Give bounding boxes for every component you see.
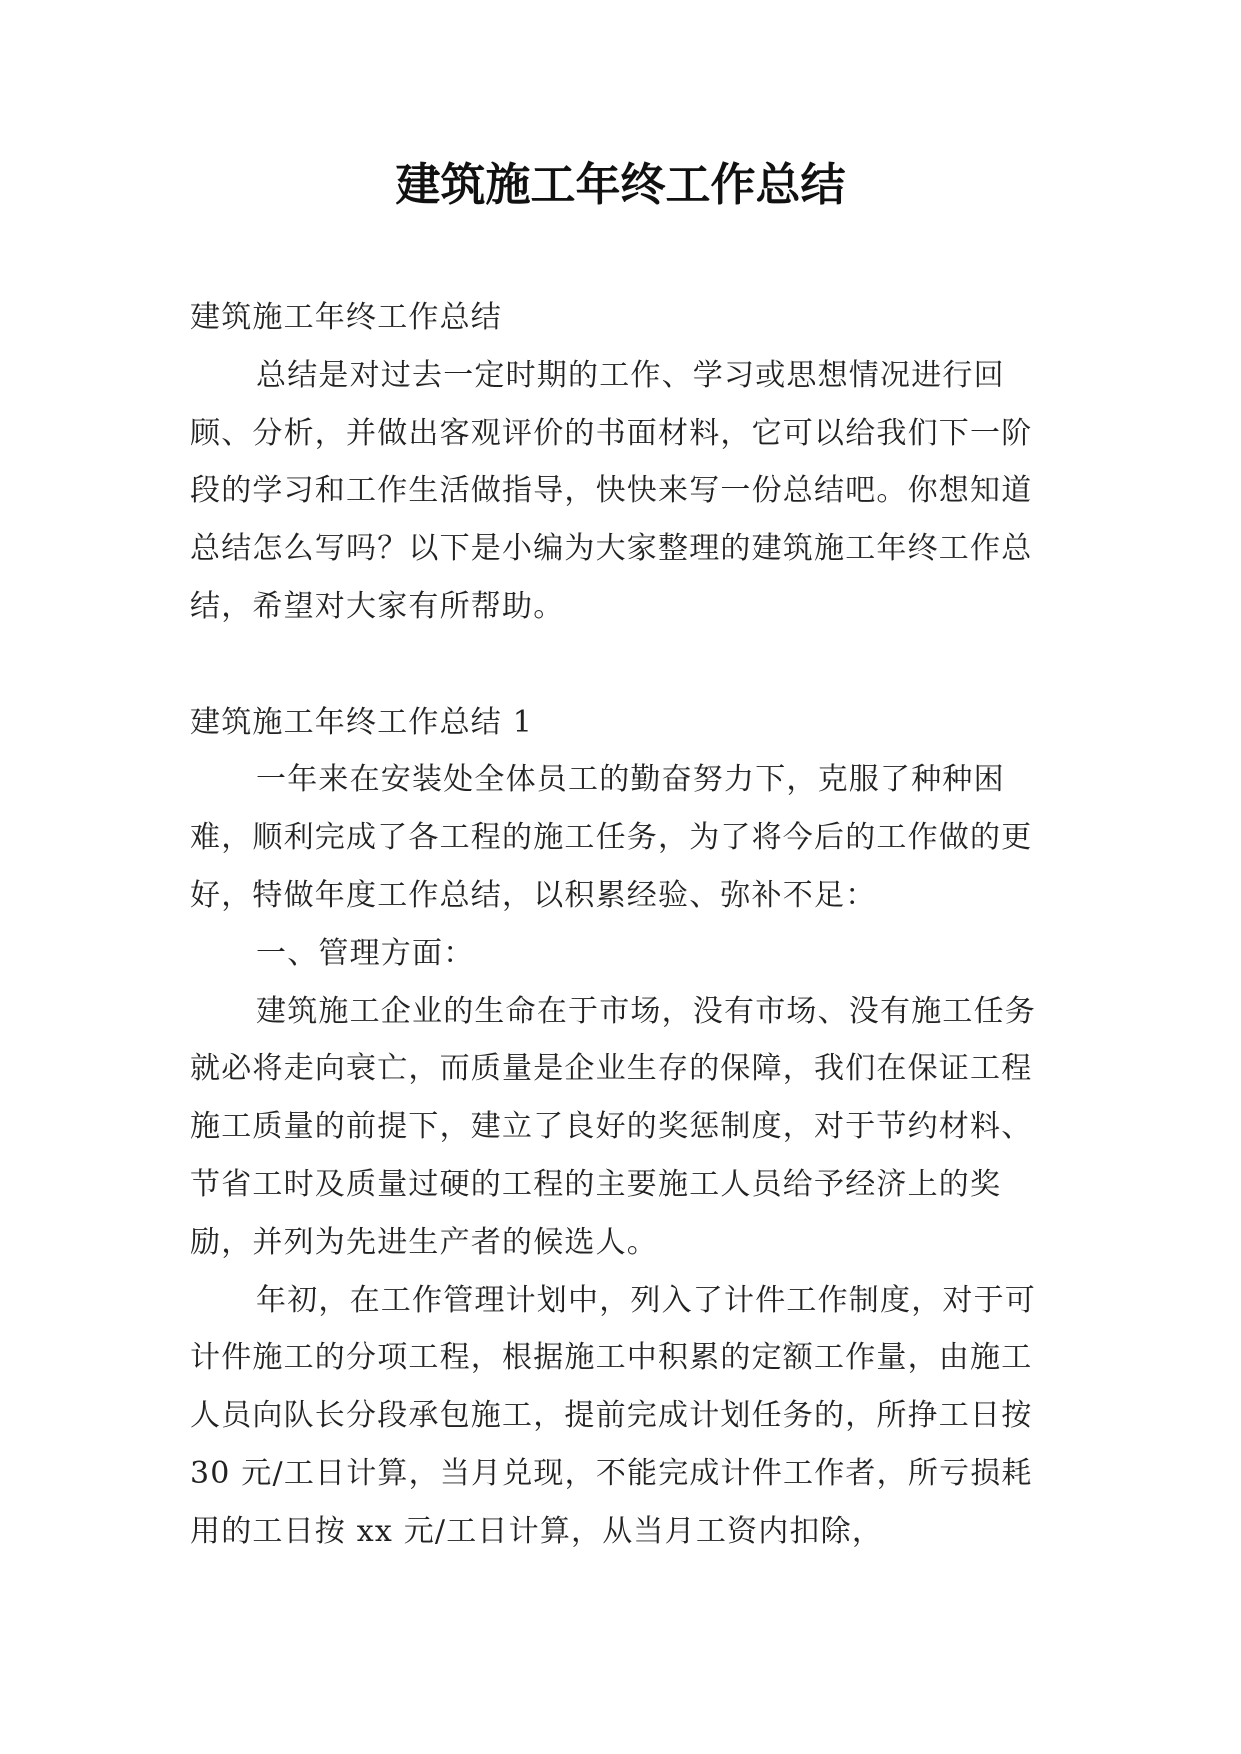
body-paragraph: 年初，在工作管理计划中，列入了计件工作制度，对于可计件施工的分项工程，根据施工中积累的定额工作量，由施工人员向队长分段承包施工，提前完成计划任务的，所挣工日按 30 元/工日计算，当月兑现，不能完成计件工作者，所亏损耗用的工日按 xx 元/工日计算，从当月工资内扣除，: [190, 1282, 1036, 1549]
intro-paragraph: 总结是对过去一定时期的工作、学习或思想情况进行回顾、分析，并做出客观评价的书面材料，它可以给我们下一阶段的学习和工作生活做指导，快快来写一份总结吧。你想知道总结怎么写吗？以下是小编为大家整理的建筑施工年终工作总结，希望对大家有所帮助。: [190, 357, 1033, 624]
section-heading: 建筑施工年终工作总结 1: [190, 704, 534, 740]
subsection-heading: 一、管理方面：: [256, 935, 475, 971]
document-body: [190, 289, 1060, 1561]
paragraph-spacer: [190, 636, 1060, 694]
section-heading: 建筑施工年终工作总结: [190, 300, 502, 335]
body-paragraph: 一年来在安装处全体员工的勤奋努力下，克服了种种困难，顺利完成了各工程的施工任务，为了将今后的工作做的更好，特做年度工作总结，以积累经验、弥补不足：: [190, 762, 1033, 913]
body-paragraph: 建筑施工企业的生命在于市场，没有市场、没有施工任务就必将走向衰亡，而质量是企业生存的保障，我们在保证工程施工质量的前提下，建立了良好的奖惩制度，对于节约材料、节省工时及质量过硬的工程的主要施工人员给予经济上的奖励，并列为先进生产者的候选人。: [190, 993, 1036, 1260]
document-title: 建筑施工年终工作总结: [395, 158, 846, 211]
